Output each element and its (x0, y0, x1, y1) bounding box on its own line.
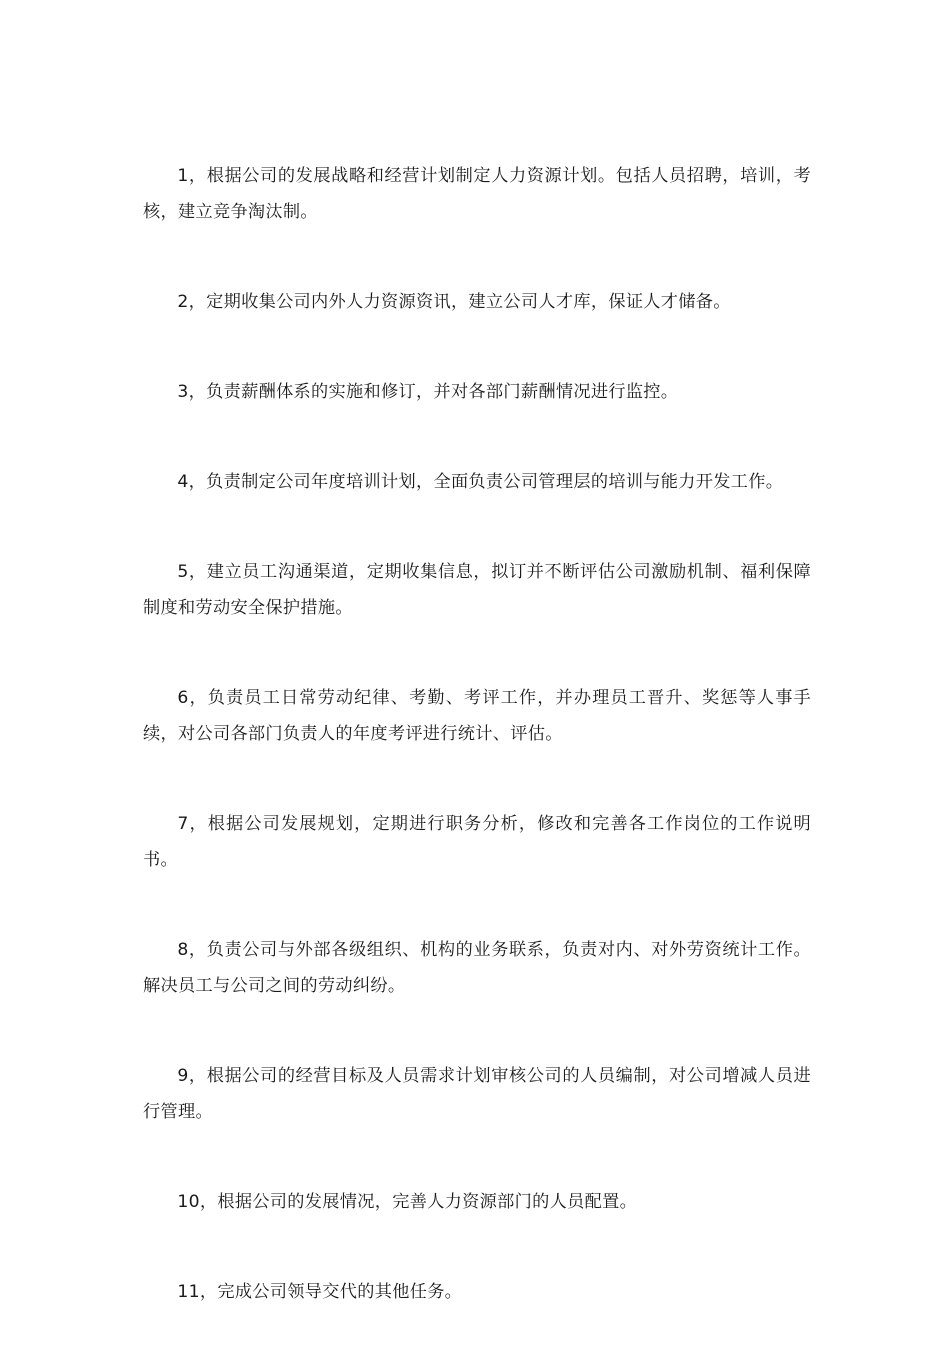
duty-paragraph-3: 3，负责薪酬体系的实施和修订，并对各部门薪酬情况进行监控。 (177, 382, 679, 402)
duty-paragraph-9: 9，根据公司的经营目标及人员需求计划审核公司的人员编制，对公司增减人员进行管理。 (143, 1066, 811, 1122)
duty-paragraph-2: 2，定期收集公司内外人力资源资讯，建立公司人才库，保证人才储备。 (177, 292, 731, 312)
duty-paragraph-7: 7，根据公司发展规划，定期进行职务分析，修改和完善各工作岗位的工作说明书。 (143, 814, 811, 870)
duty-paragraph-6: 6，负责员工日常劳动纪律、考勤、考评工作，并办理员工晋升、奖惩等人事手续，对公司各部门负责人的年度考评进行统计、评估。 (143, 688, 811, 744)
duty-paragraph-4: 4，负责制定公司年度培训计划，全面负责公司管理层的培训与能力开发工作。 (177, 472, 784, 492)
duty-paragraph-5: 5，建立员工沟通渠道，定期收集信息，拟订并不断评估公司激励机制、福利保障制度和劳动安全保护措施。 (143, 562, 811, 618)
duty-paragraph-10: 10，根据公司的发展情况，完善人力资源部门的人员配置。 (177, 1192, 638, 1212)
duty-paragraph-8: 8，负责公司与外部各级组织、机构的业务联系，负责对内、对外劳资统计工作。解决员工与公司之间的劳动纠纷。 (143, 940, 811, 996)
duty-paragraph-11: 11，完成公司领导交代的其他任务。 (177, 1282, 463, 1302)
duty-paragraph-1: 1，根据公司的发展战略和经营计划制定人力资源计划。包括人员招聘，培训，考核，建立竞争淘汰制。 (143, 166, 811, 222)
document-body (143, 158, 811, 1364)
